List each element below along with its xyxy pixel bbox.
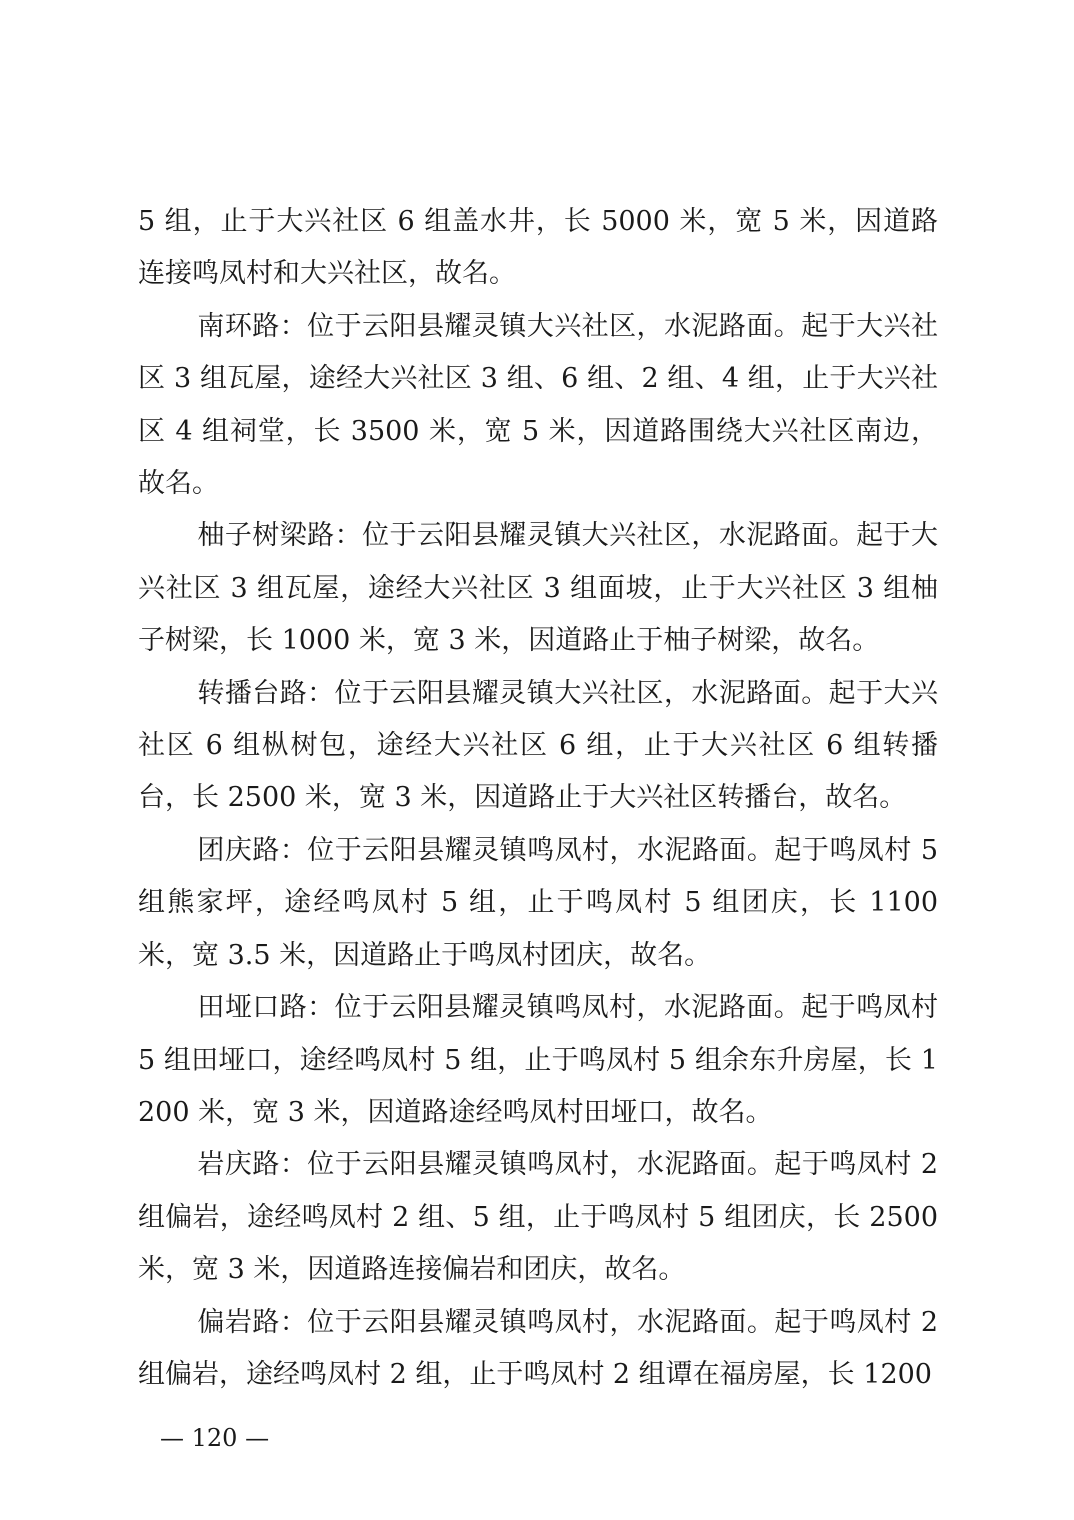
paragraph-zhuanbotai-road: 转播台路：位于云阳县耀灵镇大兴社区，水泥路面。起于大兴社区 6 组枞树包，途经大兴社区 6 组，止于大兴社区 6 组转播台，长 2500 米，宽 3 米，因道路止于大兴社区转播台，故名。 [138,677,938,814]
page-number: — 120 — [160,1424,270,1452]
paragraph-pianyan-road: 偏岩路：位于云阳县耀灵镇鸣凤村，水泥路面。起于鸣凤村 2 组偏岩，途经鸣凤村 2 组，止于鸣凤村 2 组谭在福房屋，长 1200 [138,1306,938,1390]
paragraph-tianyakou-road: 田垭口路：位于云阳县耀灵镇鸣凤村，水泥路面。起于鸣凤村 5 组田垭口，途经鸣凤村 5 组，止于鸣凤村 5 组余东升房屋，长 1200 米，宽 3 米，因道路途经鸣凤村田垭口，故名。 [138,992,938,1128]
paragraph-youzishuliang-road: 柚子树梁路：位于云阳县耀灵镇大兴社区，水泥路面。起于大兴社区 3 组瓦屋，途经大兴社区 3 组面坡，止于大兴社区 3 组柚子树梁，长 1000 米，宽 3 米，因道路止于柚子树梁，故名。 [138,520,938,657]
paragraph-continued: 5 组，止于大兴社区 6 组盖水井，长 5000 米，宽 5 米，因道路连接鸣凤村和大兴社区，故名。 [138,206,938,290]
page-body [138,196,938,1401]
paragraph-nanhuan-road: 南环路：位于云阳县耀灵镇大兴社区，水泥路面。起于大兴社区 3 组瓦屋，途经大兴社区 3 组、6 组、2 组、4 组，止于大兴社区 4 组祠堂，长 3500 米，宽 5 米，因道路围绕大兴社区南边，故名。 [138,310,938,500]
paragraph-yanqing-road: 岩庆路：位于云阳县耀灵镇鸣凤村，水泥路面。起于鸣凤村 2 组偏岩，途经鸣凤村 2 组、5 组，止于鸣凤村 5 组团庆，长 2500 米，宽 3 米，因道路连接偏岩和团庆，故名。 [138,1149,938,1286]
paragraph-tuanqing-road: 团庆路：位于云阳县耀灵镇鸣凤村，水泥路面。起于鸣凤村 5 组熊家坪，途经鸣凤村 5 组，止于鸣凤村 5 组团庆，长 1100 米，宽 3.5 米，因道路止于鸣凤村团庆，故名。 [138,834,938,971]
